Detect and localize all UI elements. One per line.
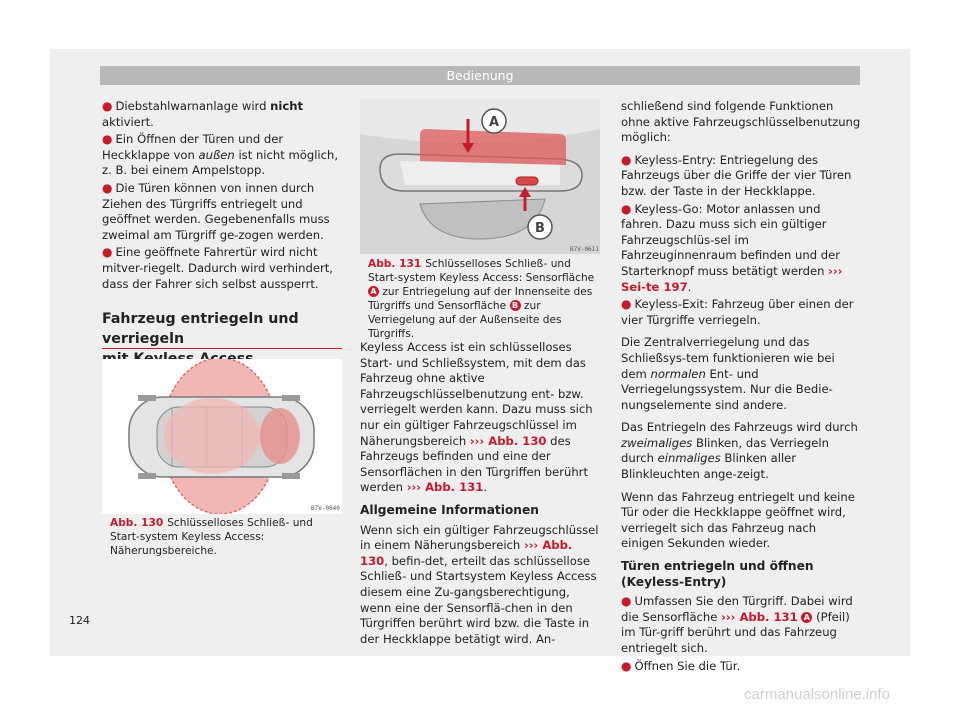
paragraph: schließend sind folgende Funktionen ohne aktive Fahrzeugschlüsselbenutzung möglich: xyxy=(621,99,861,145)
figure-link[interactable]: ››› Abb. 130 xyxy=(469,433,547,448)
figure-130-caption: Abb. 130 Schlüsselloses Schließ- und Start-system Keyless Access: Näherungsbereiche. xyxy=(110,517,313,557)
paragraph: Die Zentralverriegelung und das Schließsys-tem funktionieren wie bei dem normalen Ent- und Verriegelungssystem. Nur die Bedie-nungselemente sind andere. xyxy=(621,335,835,412)
figure-130-image xyxy=(102,359,342,514)
key-a-badge: A xyxy=(801,612,812,623)
figure-131-caption: Abb. 131 Schlüsselloses Schließ- und Start-system Keyless Access: Sensorfläche A zur Entriegelung auf der Innenseite des Türgriffs und Sensorfläche B zur Verriegelung auf der Außenseite des Türgriffs. xyxy=(368,258,595,340)
list-item: ● Umfassen Sie den Türgriff. Dabei wird die Sensorfläche ››› Abb. 131 A (Pfeil) im Tür-griff berührt und das Fahrzeug entriegelt sich. xyxy=(621,594,853,655)
list-item: ● Keyless-Entry: Entriegelung des Fahrzeugs über die Griffe der vier Türen bzw. der Taste in der Heckklappe. xyxy=(621,152,852,198)
key-a-badge: A xyxy=(368,286,379,297)
paragraph: Das Entriegeln des Fahrzeugs wird durch zweimaliges Blinken, das Verriegeln durch einmaliges Blinken aller Blinkleuchten ange-zeigt. xyxy=(621,420,858,482)
list-item: ● Diebstahlwarnanlage wird nicht aktiviert. xyxy=(102,99,304,129)
right-column xyxy=(621,99,861,676)
list-item: ● Keyless-Go: Motor anlassen und fahren. Dazu muss sich ein gültiger Fahrzeugschlüs-sel im Fahrzeuginnenraum befinden und der Starterknopf muss betätigt werden ››› Sei-te 197. xyxy=(621,201,843,294)
svg-text:B: B xyxy=(535,221,545,236)
list-item: ● Keyless-Exit: Fahrzeug über einen der vier Türgriffe verriegeln. xyxy=(621,297,854,327)
key-b-badge: B xyxy=(510,300,521,311)
middle-column xyxy=(360,340,602,654)
page-header: Bedienung xyxy=(100,66,860,85)
figure-code: B7V-0611 xyxy=(570,246,599,253)
watermark: carmanualsonline.info xyxy=(744,686,890,703)
subheading: Allgemeine Informationen xyxy=(360,502,539,517)
figure-131-image xyxy=(360,99,600,254)
figure-link[interactable]: ››› Abb. 130 xyxy=(360,538,573,568)
list-item: ● Die Türen können von innen durch Ziehen des Türgriffs entriegelt und geöffnet werden. Gegebenenfalls muss zweimal am Türgriff ge-zogen werden. xyxy=(102,180,330,242)
paragraph: Wenn das Fahrzeug entriegelt und keine Tür oder die Heckklappe geöffnet wird, verriegelt sich das Fahrzeug nach einigen Sekunden wieder. xyxy=(621,489,855,551)
list-item: ● Öffnen Sie die Tür. xyxy=(621,658,741,673)
list-item: ● Ein Öffnen der Türen und der Heckklappe von außen ist nicht möglich, z. B. bei einem Ampelstopp. xyxy=(102,132,339,178)
svg-text:A: A xyxy=(488,115,500,130)
subheading: Türen entriegeln und öffnen (Keyless-Entry) xyxy=(621,559,814,589)
figure-code: B7V-0840 xyxy=(311,505,340,512)
list-item: ● Eine geöffnete Fahrertür wird nicht mitver-riegelt. Dadurch wird verhindert, dass der Fahrer sich selbst aussperrt. xyxy=(102,245,333,291)
heading-rule xyxy=(102,348,342,349)
figure-link[interactable]: ››› Abb. 131 xyxy=(406,480,484,495)
page-number: 124 xyxy=(69,614,90,627)
section-heading: Fahrzeug entriegeln und verriegeln xyxy=(102,311,299,347)
page-link[interactable]: ››› Sei-te 197 xyxy=(621,263,843,294)
paragraph: Wenn sich ein gültiger Fahrzeugschlüssel in einem Näherungsbereich ››› Abb. 130, befin-det, erteilt das schlüssellose Schließ- und Startsystem Keyless Access diesem eine Zu-gangsberechtigung, wenn eine der Sensorflä-chen in den Türgriffen berührt wird bzw. die Taste in der Heckklappe betätigt wird. An- xyxy=(360,522,599,646)
paragraph: Keyless Access ist ein schlüsselloses Start- und Schließsystem, mit dem das Fahrzeug ohne aktive Fahrzeugschlüsselbenutzung ent- bzw. verriegelt werden kann. Dazu muss sich nur ein gültiger Fahrzeugschlüssel im Näherungsbereich ››› Abb. 130 des Fahrzeugs befinden und eine der Sensorflächen in den Türgriffen berührt werden ››› Abb. 131. xyxy=(360,340,593,495)
figure-link[interactable]: ››› Abb. 131 xyxy=(721,609,798,624)
left-column xyxy=(102,99,340,294)
